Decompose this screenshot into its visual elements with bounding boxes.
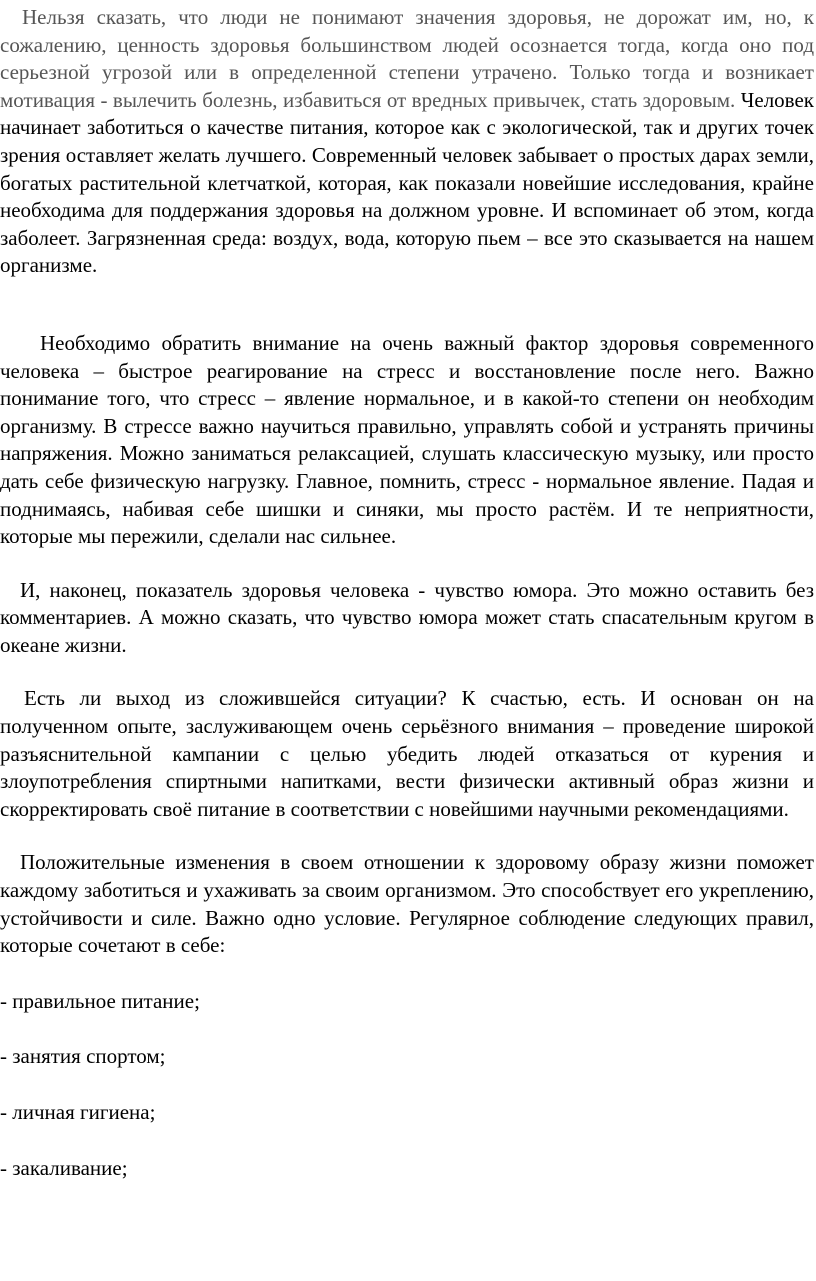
list-item: - закаливание; bbox=[0, 1155, 128, 1180]
paragraph-health-value-intro: Нельзя сказать, что люди не понимают значения здоровья, не дорожат им, но, к сожалению, ценность здоровья большинством людей осознается тогда, когда оно под серьезной угрозой или в определенной степени утрачено. Только тогда и возникает мотивация - вылечить болезнь, избавиться от вредных привычек, стать здоровым. bbox=[0, 5, 814, 112]
spacer bbox=[0, 823, 814, 849]
paragraph-solution: Есть ли выход из сложившейся ситуации? К счастью, есть. И основан он на полученном опыте, заслуживающем очень серьёзного внимания – проведение широкой разъяснительной кампании с целью убедить людей отказаться от курения и злоупотребления спиртными напитками, вести физически активный образ жизни и скорректировать своё питание в соответствии с новейшими научными рекомендациями. bbox=[0, 686, 814, 821]
spacer bbox=[0, 659, 814, 685]
spacer bbox=[0, 1071, 814, 1099]
paragraph-stress: Необходимо обратить внимание на очень важный фактор здоровья современного человека – быстрое реагирование на стресс и восстановление после него. Важно понимание того, что стресс – явление нормальное, и в какой-то степени он необходим организму. В стрессе важно научиться правильно, управлять собой и устранять причины напряжения. Можно заниматься релаксацией, слушать классическую музыку, или просто дать себе физическую нагрузку. Главное, помнить, стресс - нормальное явление. Падая и поднимаясь, набивая себе шишки и синяки, мы просто растём. И те неприятности, которые мы пережили, сделали нас сильнее. bbox=[0, 330, 814, 549]
spacer bbox=[0, 1127, 814, 1155]
document-page bbox=[0, 4, 814, 1182]
list-item: - занятия спортом; bbox=[0, 1044, 166, 1069]
list-item: - личная гигиена; bbox=[0, 1100, 156, 1124]
spacer bbox=[0, 960, 814, 988]
spacer bbox=[0, 551, 814, 577]
spacer bbox=[0, 280, 814, 330]
paragraph-humor: И, наконец, показатель здоровья человека - чувство юмора. Это можно оставить без комментариев. А можно сказать, что чувство юмора может стать спасательным кругом в океане жизни. bbox=[0, 577, 814, 657]
list-item: - правильное питание; bbox=[0, 988, 200, 1013]
spacer bbox=[0, 1015, 814, 1043]
paragraph-positive-changes: Положительные изменения в своем отношении к здоровому образу жизни поможет каждому заботиться и ухаживать за своим организмом. Это способствует его укреплению, устойчивости и силе. Важно одно условие. Регулярное соблюдение следующих правил, которые сочетают в себе: bbox=[0, 850, 814, 958]
paragraph-health-value bbox=[0, 4, 814, 280]
paragraph-health-value-nutrition: Человек начинает заботиться о качестве питания, которое как с экологической, так и других точек зрения оставляет желать лучшего. Современный человек забывает о простых дарах земли, богатых растительной клетчаткой, которая, как показали новейшие исследования, крайне необходима для поддержания здоровья на должном уровне. И вспоминает об этом, когда заболеет. Загрязненная среда: воздух, вода, которую пьем – все это сказывается на нашем организме. bbox=[0, 87, 815, 278]
